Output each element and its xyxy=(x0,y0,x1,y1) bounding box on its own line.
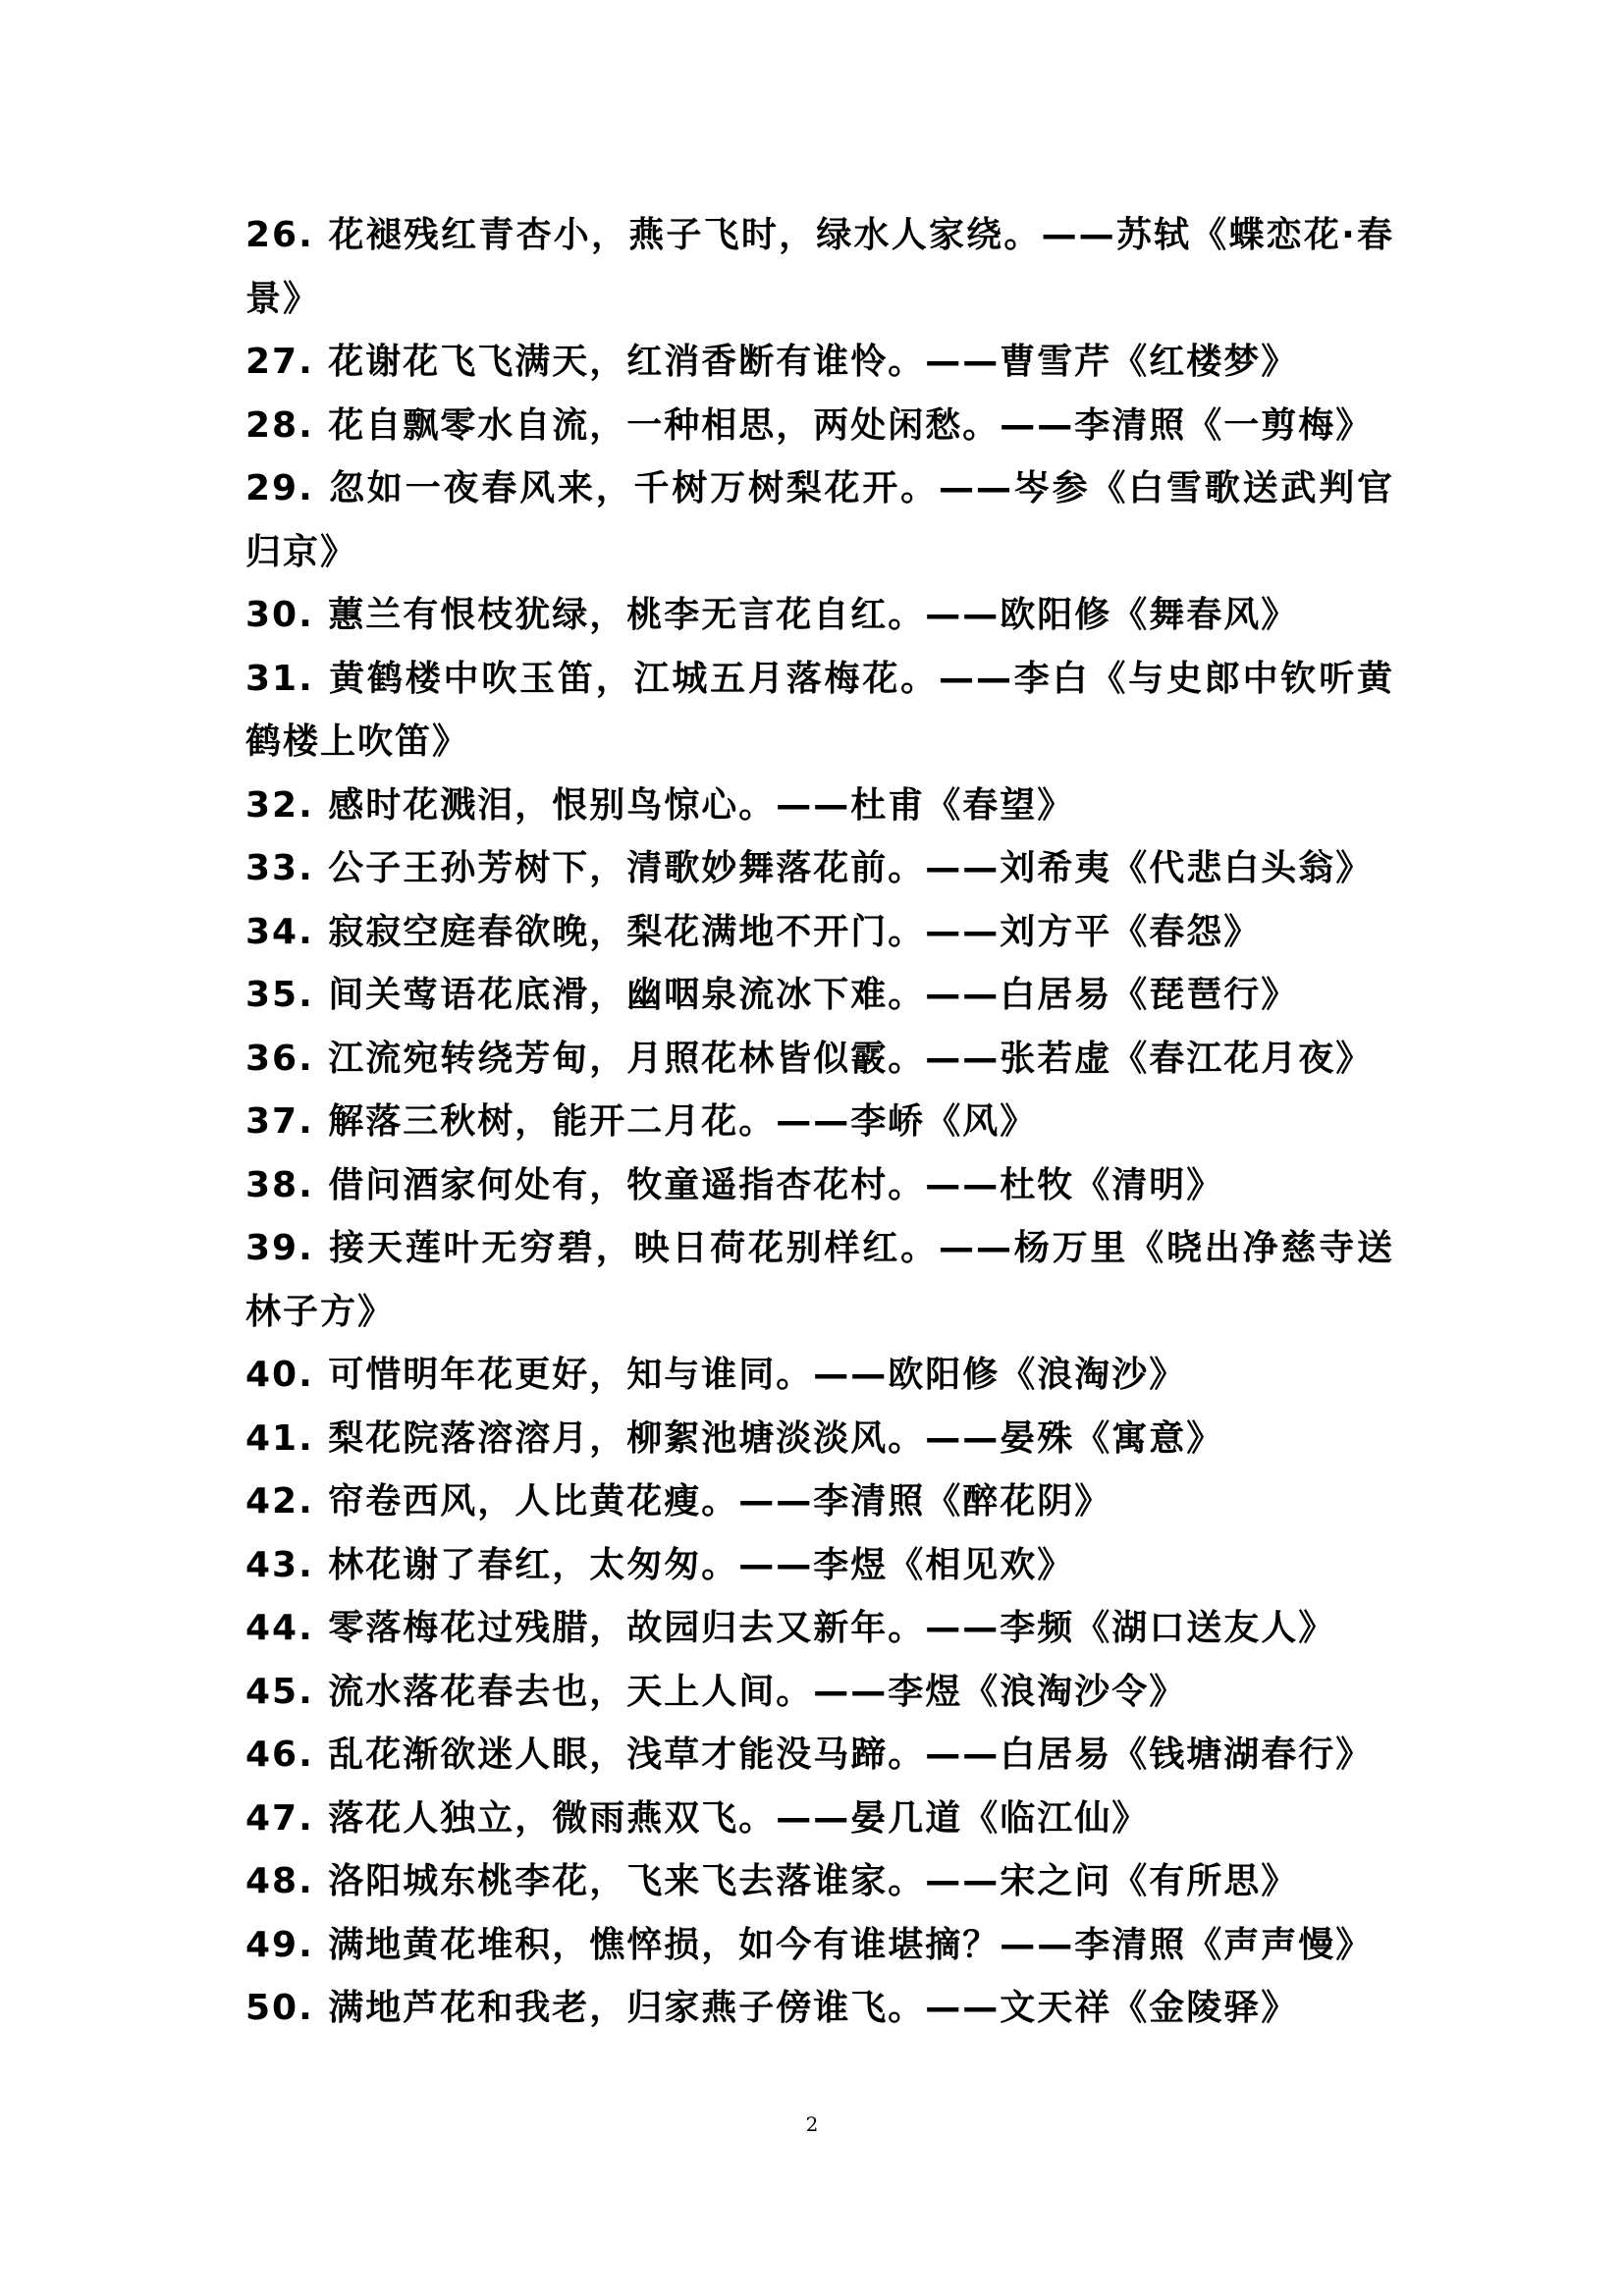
quote-33: 33. 公子王孙芳树下，清歌妙舞落花前。——刘希夷《代悲白头翁》 xyxy=(245,848,1374,888)
quote-32: 32. 感时花溅泪，恨别鸟惊心。——杜甫《春望》 xyxy=(245,784,1075,826)
quote-26: 26. 花褪残红青杏小，燕子飞时，绿水人家绕。——苏轼《蝶恋花·春景》 xyxy=(245,215,1394,319)
quote-45: 45. 流水落花春去也，天上人间。——李煜《浪淘沙令》 xyxy=(245,1671,1187,1712)
quote-46: 46. 乱花渐欲迷人眼，浅草才能没马蹄。——白居易《钱塘湖春行》 xyxy=(245,1735,1374,1775)
quote-29: 29. 忽如一夜春风来，千树万树梨花开。——岑参《白雪歌送武判官归京》 xyxy=(245,468,1394,572)
quote-36: 36. 江流宛转绕芳甸，月照花林皆似霰。——张若虚《春江花月夜》 xyxy=(245,1038,1374,1079)
quote-31: 31. 黄鹤楼中吹玉笛，江城五月落梅花。——李白《与史郎中钦听黄鹤楼上吹笛》 xyxy=(245,658,1394,762)
quote-38: 38. 借问酒家何处有，牧童遥指杏花村。——杜牧《清明》 xyxy=(245,1164,1224,1205)
quote-27: 27. 花谢花飞飞满天，红消香断有谁怜。——曹雪芹《红楼梦》 xyxy=(245,342,1299,382)
quote-28: 28. 花自飘零水自流，一种相思，两处闲愁。——李清照《一剪梅》 xyxy=(245,404,1374,446)
page-number: 2 xyxy=(805,2112,819,2136)
quote-41: 41. 梨花院落溶溶月，柳絮池塘淡淡风。——晏殊《寓意》 xyxy=(245,1417,1224,1459)
quote-40: 40. 可惜明年花更好，知与谁同。——欧阳修《浪淘沙》 xyxy=(245,1355,1187,1395)
quote-44: 44. 零落梅花过残腊，故园归去又新年。——李频《湖口送友人》 xyxy=(245,1608,1336,1648)
poem-quote-list xyxy=(245,204,1394,2041)
quote-43: 43. 林花谢了春红，太匆匆。——李煜《相见欢》 xyxy=(245,1544,1075,1585)
quote-39: 39. 接天莲叶无穷碧，映日荷花别样红。——杨万里《晓出净慈寺送林子方》 xyxy=(245,1228,1394,1332)
quote-30: 30. 蕙兰有恨枝犹绿，桃李无言花自红。——欧阳修《舞春风》 xyxy=(245,595,1299,635)
quote-37: 37. 解落三秋树，能开二月花。——李峤《风》 xyxy=(245,1101,1038,1142)
quote-47: 47. 落花人独立，微雨燕双飞。——晏几道《临江仙》 xyxy=(245,1797,1150,1839)
quote-42: 42. 帘卷西风，人比黄花瘦。——李清照《醉花阴》 xyxy=(245,1481,1112,1522)
quote-50: 50. 满地芦花和我老，归家燕子傍谁飞。——文天祥《金陵驿》 xyxy=(245,1988,1299,2028)
quote-35: 35. 间关莺语花底滑，幽咽泉流冰下难。——白居易《琵琶行》 xyxy=(245,975,1299,1015)
quote-48: 48. 洛阳城东桃李花，飞来飞去落谁家。——宋之问《有所思》 xyxy=(245,1861,1299,1901)
quote-34: 34. 寂寂空庭春欲晚，梨花满地不开门。——刘方平《春怨》 xyxy=(245,911,1262,952)
quote-49: 49. 满地黄花堆积，憔悴损，如今有谁堪摘？——李清照《声声慢》 xyxy=(245,1924,1374,1965)
